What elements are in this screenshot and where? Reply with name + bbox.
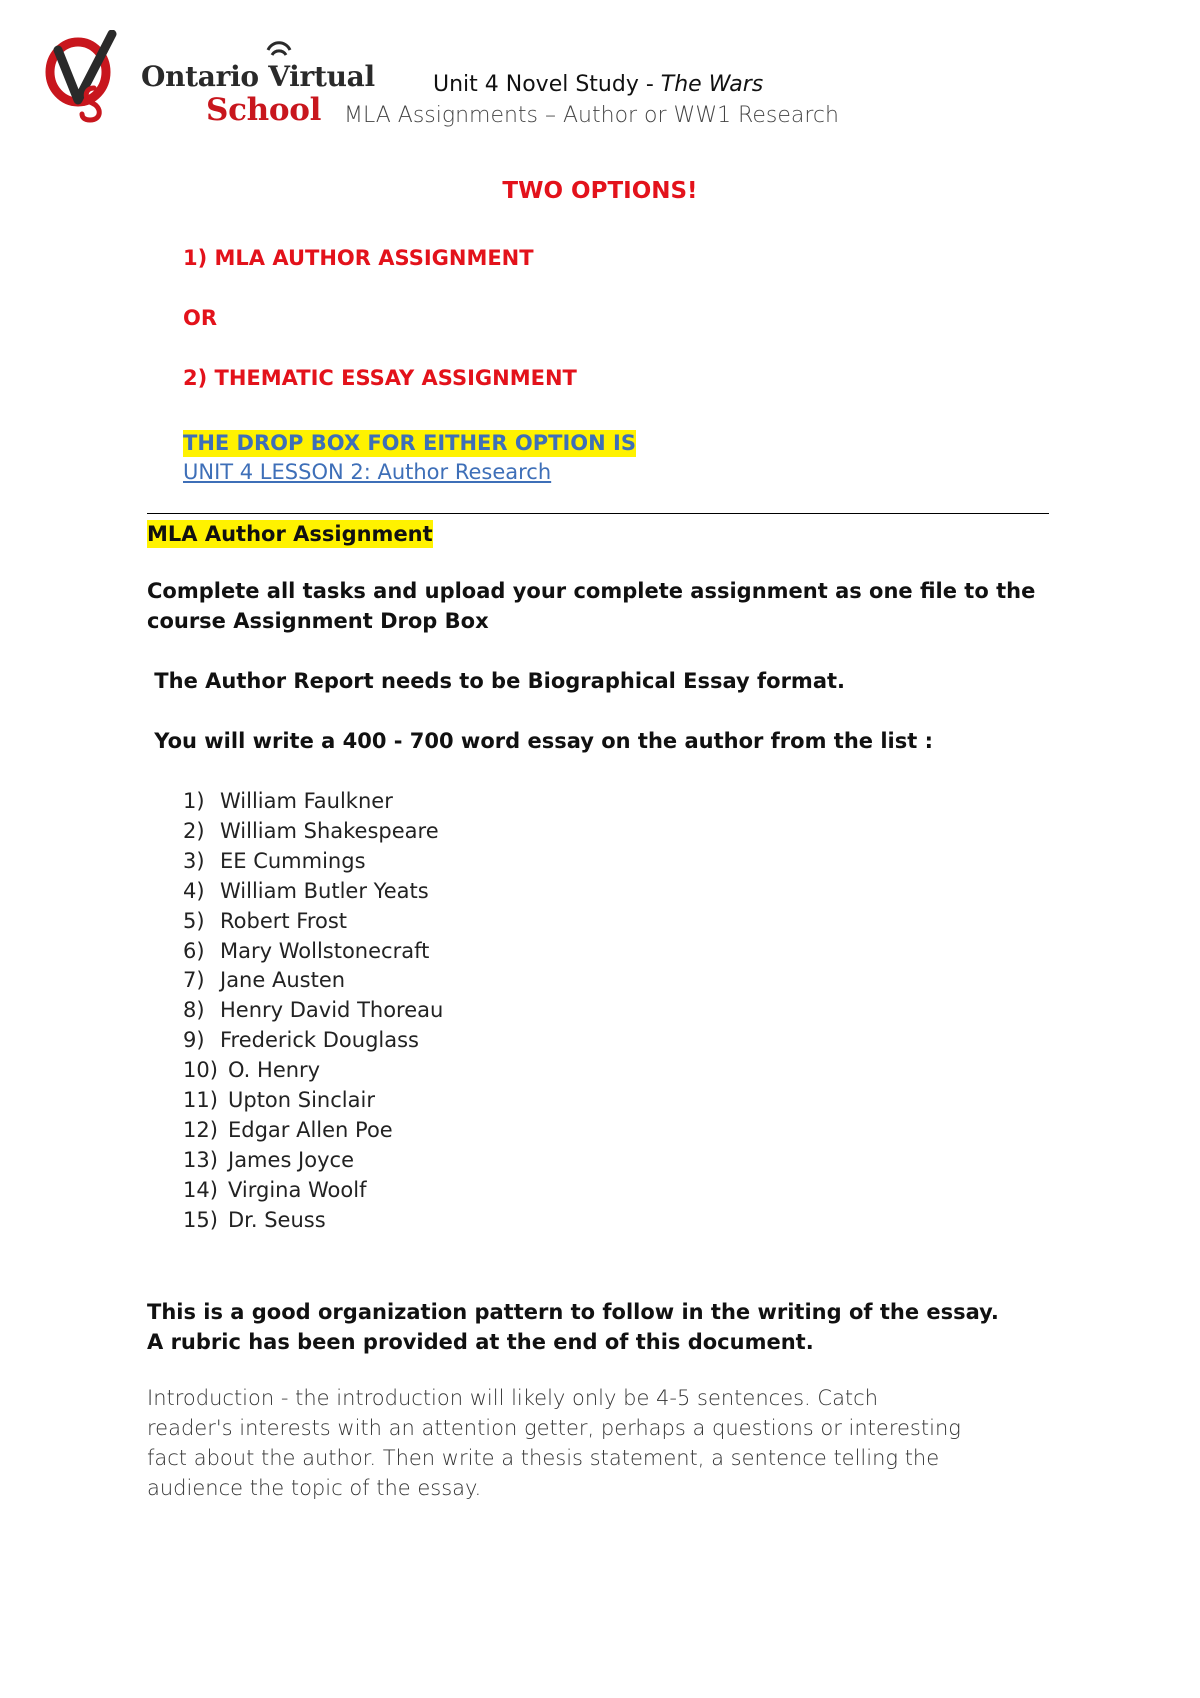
author-name: Upton Sinclair [228, 1088, 375, 1113]
list-item [183, 877, 443, 907]
list-number: 8) [183, 998, 205, 1023]
list-item [183, 907, 443, 937]
list-item [183, 1086, 443, 1116]
instructions-line-2: course Assignment Drop Box [147, 609, 489, 633]
list-item [183, 966, 443, 996]
author-name: James Joyce [228, 1147, 354, 1172]
list-number: 12) [183, 1117, 218, 1142]
list-item [183, 1176, 443, 1206]
author-name: Edgar Allen Poe [228, 1117, 393, 1142]
option-2: 2) THEMATIC ESSAY ASSIGNMENT [183, 366, 577, 390]
list-number: 9) [183, 1028, 205, 1053]
intro-line: Introduction - the introduction will likely only be 4-5 sentences. Catch [147, 1386, 879, 1410]
list-number: 1) [183, 789, 205, 813]
list-number: 11) [183, 1088, 218, 1113]
author-name: William Butler Yeats [220, 878, 429, 903]
author-name: Henry David Thoreau [220, 998, 444, 1023]
author-name: William Shakespeare [220, 818, 439, 843]
list-item [183, 996, 443, 1026]
page-subtitle: MLA Assignments – Author or WW1 Research [344, 103, 839, 128]
title-novel: The Wars [660, 72, 764, 97]
intro-line: audience the topic of the essay. [147, 1476, 482, 1500]
list-number: 15) [183, 1207, 218, 1232]
section-title: MLA Author Assignment [147, 522, 433, 546]
dropbox-label: THE DROP BOX FOR EITHER OPTION IS [183, 431, 636, 455]
intro-line: reader's interests with an attention getter, perhaps a questions or interesting [147, 1416, 961, 1440]
introduction-paragraph [147, 1383, 1047, 1503]
page-title [433, 72, 763, 97]
list-number: 2) [183, 818, 205, 843]
format-note: The Author Report needs to be Biographical Essay format. [147, 669, 846, 693]
author-name: O. Henry [228, 1058, 321, 1083]
author-name: Jane Austen [220, 968, 346, 993]
list-item [183, 1056, 443, 1086]
option-or: OR [183, 306, 218, 330]
dropbox-link[interactable]: UNIT 4 LESSON 2: Author Research [183, 460, 552, 484]
essay-note: You will write a 400 - 700 word essay on the author from the list : [147, 729, 933, 753]
pattern-line-2: A rubric has been provided at the end of this document. [147, 1330, 814, 1354]
list-item [183, 817, 443, 847]
list-number: 3) [183, 848, 205, 873]
pattern-line-1: This is a good organization pattern to follow in the writing of the essay. [147, 1300, 999, 1324]
title-prefix: Unit 4 Novel Study - [433, 72, 661, 97]
author-name: Dr. Seuss [228, 1207, 326, 1232]
intro-line: fact about the author. Then write a thesis statement, a sentence telling the [147, 1446, 940, 1470]
author-name: EE Cummings [220, 848, 366, 873]
list-item [183, 847, 443, 877]
author-name: Mary Wollstonecraft [220, 938, 430, 963]
list-item [183, 1026, 443, 1056]
author-list [183, 787, 443, 1236]
list-number: 5) [183, 908, 205, 933]
author-name: Frederick Douglass [220, 1028, 419, 1053]
author-name: Robert Frost [220, 908, 348, 933]
list-number: 4) [183, 878, 205, 903]
school-logo [44, 30, 375, 130]
list-number: 6) [183, 938, 205, 963]
list-item [183, 1206, 443, 1236]
list-item [183, 937, 443, 967]
logo-wordmark-top: Ontario Virtual [141, 60, 375, 93]
logo-wordmark-bottom: School [206, 92, 322, 128]
option-1: 1) MLA AUTHOR ASSIGNMENT [183, 246, 534, 270]
list-item [183, 787, 443, 817]
list-number: 10) [183, 1058, 218, 1083]
options-heading: TWO OPTIONS! [502, 178, 698, 204]
list-number: 13) [183, 1147, 218, 1172]
list-number: 7) [183, 968, 205, 993]
section-divider [147, 513, 1049, 514]
author-name: Virgina Woolf [228, 1177, 367, 1202]
list-item [183, 1116, 443, 1146]
author-name: William Faulkner [220, 789, 393, 813]
instructions-line-1: Complete all tasks and upload your complete assignment as one file to the [147, 579, 1036, 603]
list-item [183, 1146, 443, 1176]
list-number: 14) [183, 1177, 218, 1202]
